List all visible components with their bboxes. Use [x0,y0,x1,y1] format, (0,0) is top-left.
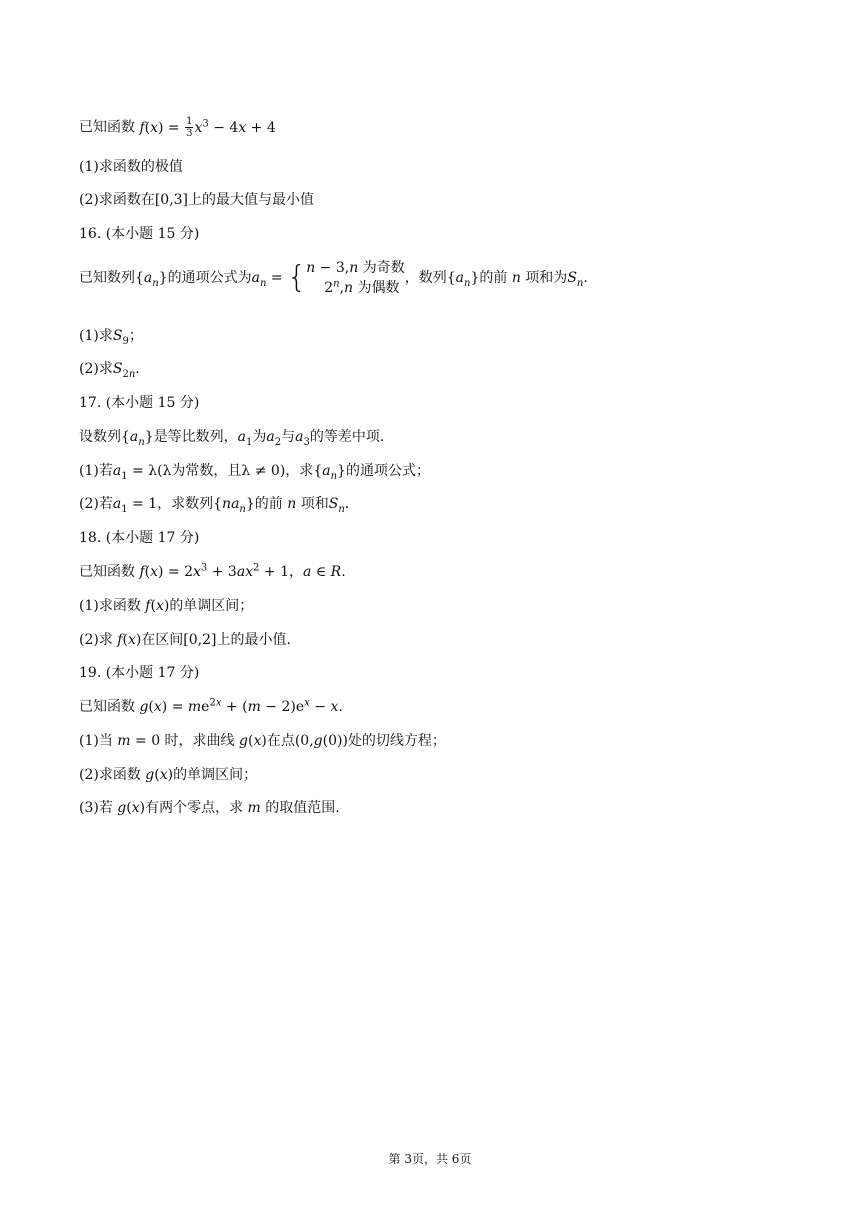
formula: $\{a_n\}$ [313,463,346,482]
part-text: 在点 [266,733,295,749]
formula: $a_n$ = [251,270,288,289]
part-text: 处的切线方程； [347,733,446,749]
stem-text: 已知数列 [79,270,135,286]
problem19-part2 [79,765,257,785]
formula: g(x) [117,800,146,816]
part-text: 的前 [254,496,288,512]
part-text: 时，求曲线 [160,733,240,749]
problem18-part2 [79,630,291,650]
problem17-stem [79,427,384,447]
part-text: (2)求函数 [79,767,146,783]
problem17-header: 17. (本小题 15 分) [79,395,200,411]
problem18-part1 [79,596,253,616]
problem19-header: 19. (本小题 17 分) [79,665,200,681]
stem-text: 设数列 [79,429,121,445]
formula: $S_{2n}$. [112,361,140,380]
formula: g(x) [145,767,174,783]
formula: n [511,270,521,286]
problem18-header: 18. (本小题 17 分) [79,530,200,546]
part-text: )，求 [279,463,314,479]
part-text: ，求数列 [157,496,214,512]
part-text: 的取值范围. [260,800,340,816]
stem-text: 已知函数 [79,699,140,715]
stem-text: 为 [252,429,267,445]
formula: $\{a_n\}$ [121,429,154,448]
formula: m [247,800,261,816]
problem15-stem [79,116,276,139]
problem16-part1 [79,326,143,346]
problem16-part2 [79,359,140,379]
stem-text: 已知函数 [79,564,140,580]
part-text: 的通项公式； [345,463,430,479]
problem15-part2: (2)求函数在[0,3]上的最大值与最小值 [79,192,315,208]
stem-text: 项和为 [520,270,568,286]
part-text: 的单调区间； [173,767,258,783]
part-text: (2)若 [79,496,113,512]
part-text: 项和 [296,496,329,512]
formula: $f(x) = 2x^3 + 3ax^2 + 1$，a ∈ R. [139,562,346,580]
problem19-part3 [79,798,340,818]
stem-text: 已知函数 [79,119,140,136]
stem-text: 的通项公式为 [167,270,252,286]
part-text: 的单调区间； [169,598,254,614]
formula: g(x) [239,733,267,749]
formula: $g(x) = me^{2x} + (m - 2)e^x - x$. [139,697,343,715]
formula: (0,g(0)) [294,733,348,749]
formula: $a_1$ [237,429,253,448]
part-text: 有两个零点，求 [145,800,248,816]
problem17-part1 [79,461,430,481]
formula: n [287,496,297,512]
formula: f(x) [145,598,170,614]
stem-text: ，数列 [404,270,447,286]
problem17-part2 [79,494,349,514]
problem18-stem [79,562,346,582]
case-text: 为偶数 [353,280,400,296]
part-text: (2)求 [79,632,118,648]
problem19-stem [79,697,343,717]
part-text: (2)求 [79,361,113,377]
formula: $a_2$ [266,429,282,448]
formula: λ ≠ 0 [241,463,280,479]
part-text: (1)求 [79,328,113,344]
part-text: 为常数，且 [171,463,242,479]
stem-text: 的前 [479,270,512,286]
problem19-part1 [79,731,446,751]
formula: $S_n$. [567,270,588,289]
problem16-stem [79,258,588,298]
formula: $\{na_n\}$ [213,496,255,515]
stem-text: 与 [281,429,296,445]
formula: m = 0 [117,733,161,749]
part-text: (3)若 [79,800,118,816]
page-footer: 第 3页，共 6页 [388,1152,472,1166]
stem-text: 的等差中项. [309,429,385,445]
formula: $a_1 = 1$ [112,496,158,515]
formula: $S_9$； [112,328,143,347]
formula: f(x) = $\frac{1}{3}$ $x^3 - 4x + 4$ [139,116,276,139]
formula: $a_3$ [295,429,310,448]
part-text: 在区间[0,2]上的最小值. [141,632,291,648]
part-text: (1)当 [79,733,118,749]
piecewise-cases: n − 3,n 为奇数 2$^n$,n 为偶数 [306,260,405,296]
part-text: (1)求函数 [79,598,146,614]
brace: { [287,260,307,295]
formula: $S_n$. [328,496,350,515]
problem16-header: 16. (本小题 15 分) [79,226,200,242]
formula: $a_1 = \lambda(\lambda$ [112,463,172,482]
case-text: 为奇数 [358,260,405,276]
formula: $\{a_n\}$ [135,270,168,289]
problem15-part1: (1)求函数的极值 [79,159,183,175]
stem-text: 是等比数列， [153,429,238,445]
part-text: (1)若 [79,463,113,479]
formula: $\{a_n\}$ [446,270,480,289]
formula: f(x) [117,632,142,648]
